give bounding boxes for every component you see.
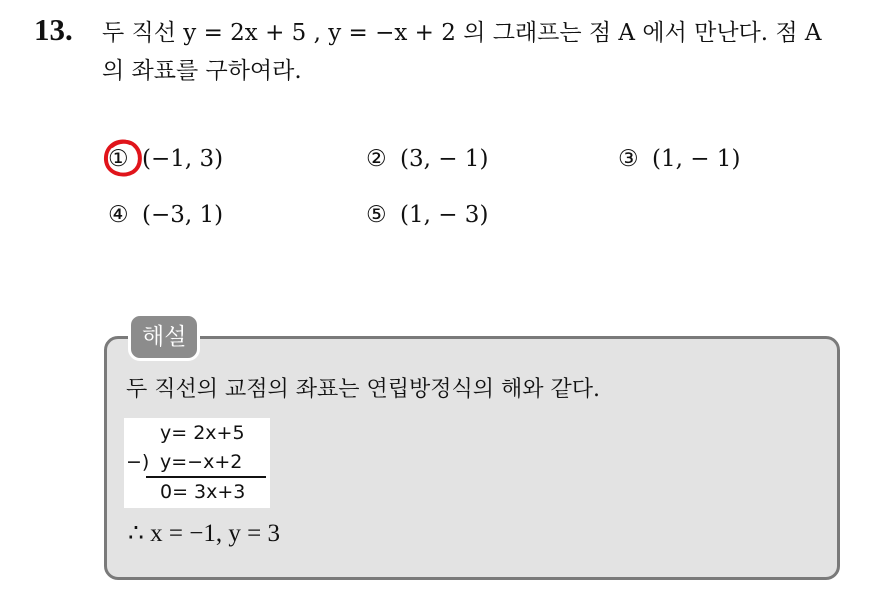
choice-2-number: ② (366, 146, 387, 172)
choice-5[interactable] (366, 202, 488, 228)
choice-3-number: ③ (618, 146, 639, 172)
choice-1[interactable] (108, 146, 223, 172)
choice-4-text: (−3, 1) (142, 202, 224, 228)
work-result-text: 0= 3x+3 (160, 481, 246, 503)
work-equation-2 (124, 449, 270, 475)
choice-3-text: (1, − 1) (652, 146, 741, 172)
question-text-line2: 의 좌표를 구하여라. (102, 58, 302, 84)
question-number: 13. (34, 12, 73, 47)
choice-5-text: (1, − 3) (400, 202, 489, 228)
solution-tab-label: 해설 (128, 313, 200, 361)
choice-3[interactable] (618, 146, 740, 172)
choice-2[interactable] (366, 146, 488, 172)
choice-1-text: (−1, 3) (142, 146, 224, 172)
choice-2-text: (3, − 1) (400, 146, 489, 172)
question-text-line1: 두 직선 y = 2x + 5 , y = −x + 2 의 그래프는 점 A 에서 만난다. 점 A (102, 20, 822, 46)
work-result (124, 479, 270, 505)
work-divider-line (146, 476, 266, 478)
work-eq2-text: y=−x+2 (160, 451, 243, 473)
choice-4[interactable] (108, 202, 223, 228)
work-eq1-text: y= 2x+5 (160, 422, 245, 444)
work-equation-1 (124, 420, 270, 446)
choice-5-number: ⑤ (366, 202, 387, 228)
subtract-operator: −) (126, 451, 150, 473)
choice-4-number: ④ (108, 202, 129, 228)
elimination-work (124, 418, 270, 508)
solution-conclusion: ∴ x = −1, y = 3 (128, 520, 280, 547)
choice-1-number: ① (108, 146, 129, 172)
solution-text: 두 직선의 교점의 좌표는 연립방정식의 해와 같다. (126, 377, 600, 402)
